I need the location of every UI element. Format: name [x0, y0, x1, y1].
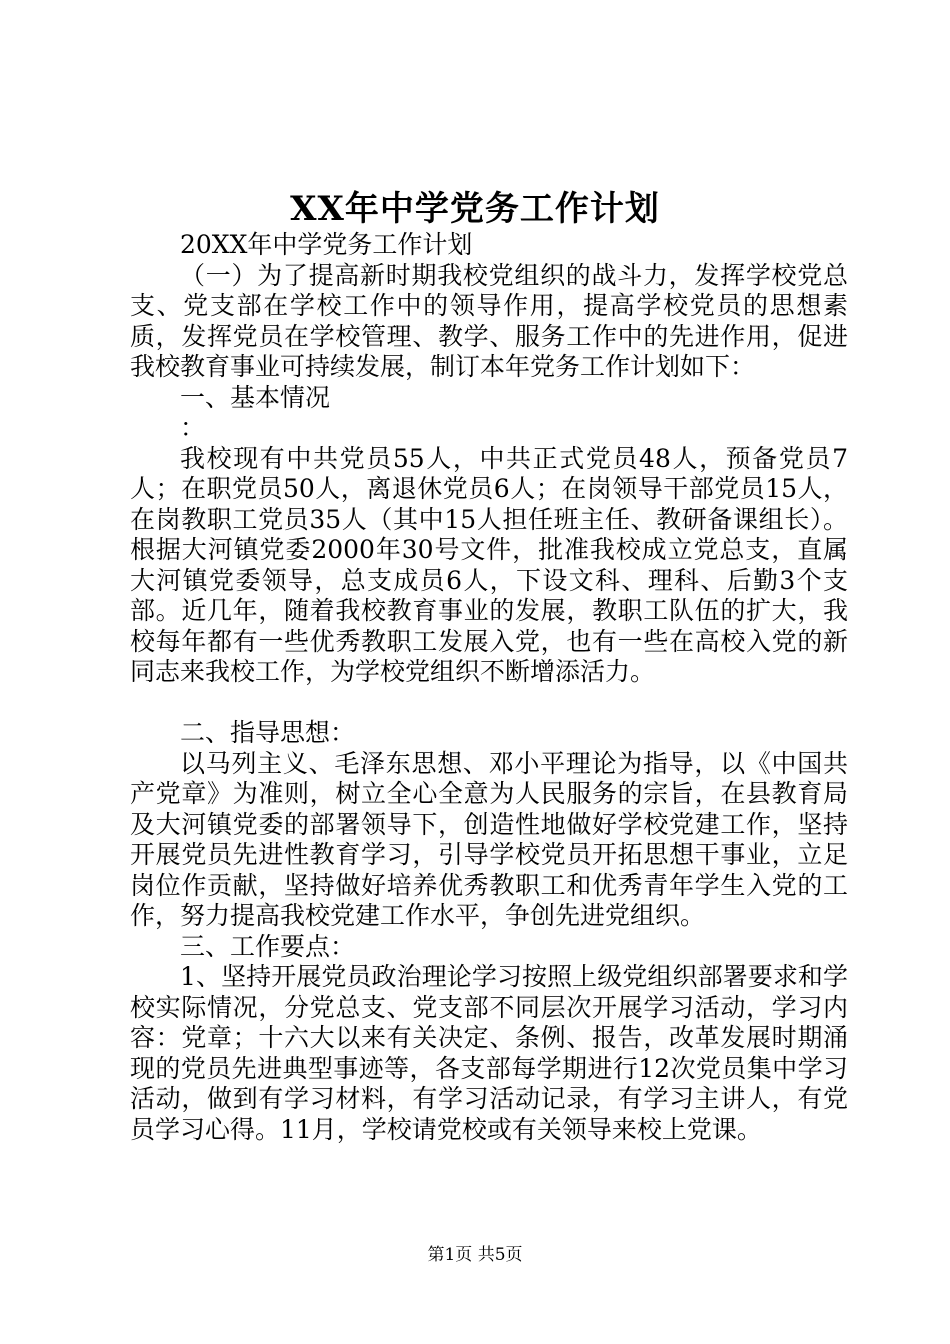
section-heading-guiding: 二、指导思想：: [180, 718, 356, 747]
colon-line: ：: [180, 413, 206, 442]
guiding-paragraph: 以马列主义、毛泽东思想、邓小平理论为指导，以《中国共产党章》为准则，树立全心全意为人民服务的宗旨，在县教育局及大河镇党委的部署领导下，创造性地做好学校党建工作，坚持开展党员先进性教育学习，引导学校党员开拓思想干事业，立足岗位作贡献，坚持做好培养优秀教职工和优秀青年学生入党的工作，努力提高我校党建工作水平，争创先进党组织。: [130, 748, 848, 930]
basic-info-paragraph: 我校现有中共党员55人，中共正式党员48人，预备党员7人；在职党员50人，离退休党员6人；在岗领导干部党员15人，在岗教职工党员35人（其中15人担任班主任、教研备课组长）。根据大河镇党委2000年30号文件，批准我校成立党总支，直属大河镇党委领导，总支成员6人，下设文科、理科、后勤3个支部。近几年，随着我校教育事业的发展，教职工队伍的扩大，我校每年都有一些优秀教职工发展入党，也有一些在高校入党的新同志来我校工作，为学校党组织不断增添活力。: [130, 443, 848, 686]
document-title: XX年中学党务工作计划: [290, 189, 660, 229]
subtitle-paragraph: 20XX年中学党务工作计划: [180, 230, 473, 259]
document-body: [130, 230, 848, 1145]
key-point-1-paragraph: 1、坚持开展党员政治理论学习按照上级党组织部署要求和学校实际情况，分党总支、党支部不同层次开展学习活动，学习内容：党章；十六大以来有关决定、条例、报告，改革发展时期涌现的党员先进典型事迹等，各支部每学期进行12次党员集中学习活动，做到有学习材料，有学习活动记录，有学习主讲人，有党员学习心得。11月，学校请党校或有关领导来校上党课。: [130, 962, 848, 1144]
section-heading-basic: 一、基本情况: [180, 382, 331, 412]
section-heading-key-points: 三、工作要点：: [180, 931, 356, 961]
intro-paragraph: （一）为了提高新时期我校党组织的战斗力，发挥学校党总支、党支部在学校工作中的领导作用，提高学校党员的思想素质，发挥党员在学校管理、教学、服务工作中的先进作用，促进我校教育事业可持续发展，制订本年党务工作计划如下：: [130, 260, 848, 381]
page-footer: 第1页 共5页: [427, 1245, 523, 1265]
blank-line: [130, 688, 848, 719]
